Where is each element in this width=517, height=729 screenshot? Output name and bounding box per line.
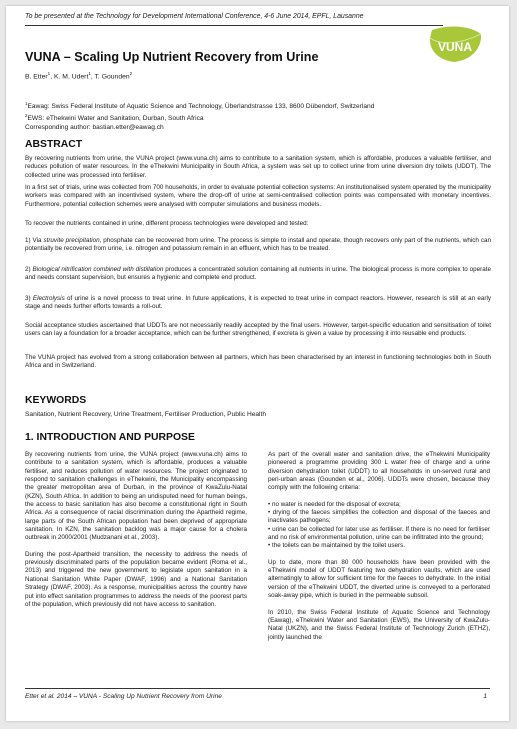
footer-rule	[25, 688, 490, 689]
abstract-heading: ABSTRACT	[25, 139, 83, 150]
author-affiliation-mark: 2	[129, 71, 133, 76]
abstract-paragraph: In a first set of trials, urine was collected from 700 households, in order to evaluate potential collection systems: An institutionalised system operated by the municipality workers was compared with an incentivised system, where the drop-off of urine at semi-centralised collection points was compensated with monetary incentives. Furthermore, potential collection schemes were analysed with computer simulations and business models.	[25, 184, 491, 208]
affiliation	[25, 99, 445, 111]
page-number: 1	[483, 693, 487, 700]
abstract-list-item	[25, 266, 491, 283]
author-affiliation-mark: 1	[88, 71, 91, 76]
author-name: K. M. Udert	[53, 73, 89, 81]
paper-page	[6, 6, 509, 721]
list-item: • drying of the faeces simplifies the collection and disposal of the faeces and inactivates pathogens;	[268, 509, 490, 525]
affiliations	[25, 99, 445, 132]
vuna-logo-text: VUNA	[437, 40, 473, 54]
body-paragraph: As part of the overall water and sanitation drive, the eThekwini Municipality pioneered a programme providing 300 L water free of charge and a urine diversion dehydration toilet (UDDT) to all households in un-served rural and peri-urban areas (Gounden et al., 2006). UDDTs were chosen, because they comply with the following criteria:	[268, 451, 490, 492]
body-paragraph: In 2010, the Swiss Federal Institute of Aquatic Science and Technology (Eawag), eThekwini Water and Sanitation (EWS), the University of KwaZulu-Natal (UKZN), and the Swiss Federal Institute of Technology Zurich (ETHZ), jointly launched the	[268, 608, 490, 641]
list-term: struvite precipitation	[43, 237, 100, 244]
abstract-list-item	[25, 295, 491, 312]
abstract-list-item	[25, 237, 491, 254]
vuna-logo	[426, 24, 484, 64]
list-term: Electrolysis	[32, 295, 65, 302]
abstract-paragraph: By recovering nutrients from urine, the VUNA project (www.vuna.ch) aims to contribute to a sanitation system, which is affordable, produces a valuable fertiliser, and reduces pollution of water resources. In the eThekwini Municipality in South Africa, a system was set up to collect urine from urine diversion dry toilets (UDDT). The collected urine was processed into fertiliser.	[25, 155, 491, 179]
affiliation-text: Eawag: Swiss Federal Institute of Aquatic Science and Technology, Überlandstrasse 133, 8600 Dübendorf, Switzerland	[27, 103, 375, 111]
affiliation-mark: 1	[25, 101, 28, 106]
list-item: • the toilets can be maintained by the toilet users.	[268, 542, 405, 550]
list-text: of urine is a novel process to treat urine. In future applications, it is expected to treat urine in compact reactors. However, research is still at an early stage and needs further efforts towards a roll-out.	[25, 295, 491, 311]
list-number: 1) Via	[25, 237, 44, 244]
criteria-list	[268, 501, 490, 551]
list-item: • no water is needed for the disposal of excreta;	[268, 500, 401, 508]
paper-title: VUNA – Scaling Up Nutrient Recovery from Urine	[25, 50, 319, 64]
body-paragraph: Up to date, more than 80 000 households have been provided with the eThekwini model of UDDT featuring two dehydration vaults, which are used alternatingly to allow for sufficient time for the faeces to dehydrate. In the initial version of the eThekwini UDDT, the diverted urine is conveyed to a perforated soak-away pipe, which is buried in the permeable subsoil.	[268, 558, 490, 600]
author-name: T. Gounden	[94, 73, 130, 81]
keywords-text: Sanitation, Nutrient Recovery, Urine Treatment, Fertiliser Production, Public Health	[25, 411, 267, 418]
list-number: 3)	[25, 295, 33, 302]
left-column	[25, 451, 247, 617]
right-column	[268, 451, 490, 650]
abstract-paragraph: Social acceptance studies ascertained that UDDTs are not necessarily readily accepted by the final users. However, target-specific education and sensitisation of toilet users can lay a foundation for a broader acceptance, which can be further strengthened, if excreta is given a value by processing it into reusable end products.	[25, 322, 491, 338]
body-paragraph: During the post-Apartheid transition, the necessity to address the needs of previously discriminated parts of the population became evident (Roma et al., 2013) and triggered the new government to legislate upon sanitation in a National Sanitation White Paper (DWAF, 1996) and a National Sanitation Strategy (DWAF, 2003). As a response, municipalities across the country have put into effect sanitation programmes to address the needs of the poorest parts of the population, which previously did not have access to sanitation.	[25, 550, 247, 608]
list-text: , phosphate can be recovered from urine. The process is simple to install and operate, though recovers only part of the nutrients, which can potentially be recovered from urine, i.e. nitrogen and potassium remain in an effluent, which has to be treated.	[25, 237, 492, 253]
conference-header: To be presented at the Technology for Development International Conference, 4-6 June 2014, EPFL, Lausanne	[25, 13, 364, 20]
body-paragraph: By recovering nutrients from urine, the VUNA project (www.vuna.ch) aims to contribute to a sanitation system, which is affordable, produces a valuable fertiliser, and reduces pollution of water resources. The project originated to respond to sanitation challenges in eThekwini, the Municipality encompassing the greater metropolitan area of Durban, in the province of KwaZulu-Natal (KZN), South Africa. In addition to being an undisputed need for human beings, the access to basic sanitation has also become a constitutional right in South Africa. As a consequence of racial discrimination during the Apartheid regime, large parts of the South African population had been deprived of appropriate sanitation. In KZN, the sanitation backlog was a major cause for a cholera outbreak in 2000/2001 (Mudzanani et al., 2003).	[25, 451, 247, 542]
author-affiliation-mark: 1	[47, 71, 51, 76]
abstract-paragraph: To recover the nutrients contained in urine, different process technologies were developed and tested:	[25, 220, 309, 227]
keywords-heading: KEYWORDS	[25, 395, 87, 406]
affiliation-mark: 2	[25, 113, 28, 119]
section-heading: 1. INTRODUCTION AND PURPOSE	[25, 432, 195, 443]
author-list: B. Etter$^1$, K. M. Udert$^1$, T. Gounden$^2$	[25, 71, 133, 81]
header-rule	[25, 25, 443, 26]
author-name: B. Etter	[25, 73, 48, 81]
footer-citation: Etter et al. 2014 – VUNA - Scaling Up Nutrient Recovery from Urine	[25, 693, 222, 700]
list-item: • urine can be collected for later use as fertiliser. If there is no need for fertiliser and no risk of environmental pollution, urine can be infiltrated into the ground;	[268, 525, 490, 542]
list-text: produces a concentrated solution containing all nutrients in urine. The biological process is more complex to operate and needs constant supervision, but ensures a hygienic and complete end product.	[25, 266, 492, 282]
list-term: Biological nitrification combined with distillation	[32, 266, 164, 273]
corresponding-author: Corresponding author: bastian.etter@eawag.ch	[25, 124, 164, 132]
affiliation	[25, 111, 445, 123]
abstract-paragraph: The VUNA project has evolved from a strong collaboration between all partners, which has been characterised by an interest in functioning technologies both in South Africa and in Switzerland.	[25, 354, 491, 370]
affiliation-text: EWS: eThekwini Water and Sanitation, Durban, South Africa	[27, 115, 204, 123]
list-number: 2)	[25, 266, 33, 273]
